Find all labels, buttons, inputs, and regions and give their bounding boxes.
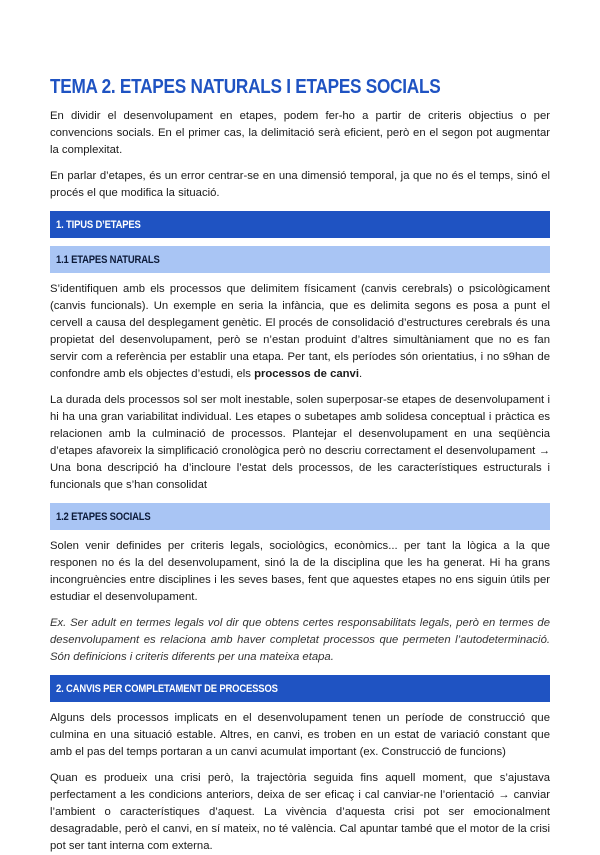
social-stages-example: Ex. Ser adult en termes legals vol dir que obtens certes responsabilitats legals, però en termes de desenvolupament es relaciona amb haver completat processos que permeten l’autodeterminació. Són definicions i criteris diferents per una mateixa etapa. xyxy=(50,617,550,663)
section-1-2-heading xyxy=(50,503,550,530)
section-1-1-heading xyxy=(50,246,550,273)
natural-stages-text-end: . xyxy=(358,368,363,380)
section-1-2-heading-text: 1.2 ETAPES SOCIALS xyxy=(56,510,151,523)
section-1-1-heading-text: 1.1 ETAPES NATURALS xyxy=(56,253,160,266)
section-1-heading xyxy=(50,211,550,238)
natural-stages-paragraph-2: La durada dels processos sol ser molt inestable, solen superposar-se etapes de desenvolupament i hi ha una gran variabilitat individual. Les etapes o subetapes amb solidesa conceptual i pràctica es relacionen amb la culminació de processos. Plantejar el desenvolupament en una seqüència d’etapes afavoreix la simplificació cronològica però no descriu correctament el desenvolupament → Una bona descripció ha d’incloure l’estat dels processos, de les característiques estructurals i funcionals que s’han consolidat xyxy=(50,394,550,491)
social-stages-paragraph: Solen venir definides per criteris legals, sociològics, econòmics... per tant la lògica a la que responen no és la del desenvolupament, sinó la de la disciplina que les ha generat. Hi ha grans incongruències entre disciplines i les seves bases, fent que aquestes etapes no ens siguin útils per estudiar el desenvolupament. xyxy=(50,540,550,603)
section-2-heading-text: 2. CANVIS PER COMPLETAMENT DE PROCESSOS xyxy=(56,682,278,695)
process-completion-paragraph-2: Quan es produeix una crisi però, la trajectòria seguida fins aquell moment, que s’ajustava perfectament a les condicions anteriors, deixa de ser eficaç i cal canviar-ne l’orientació → canviar l’ambient o característiques d’aquest. La vivència d’aquesta crisi pot ser emocionalment desagradable, però el canvi, en sí mateix, no té valència. Cal apuntar també que el motor de la crisi pot ser tant interna com externa. xyxy=(50,772,550,852)
intro-paragraph-2: En parlar d’etapes, és un error centrar-se en una dimensió temporal, ja que no és el temps, sinó el procés el que modifica la situació. xyxy=(50,170,550,199)
intro-paragraph-1: En dividir el desenvolupament en etapes, podem fer-ho a partir de criteris objectius o per convencions socials. En el primer cas, la delimitació serà eficient, però en el segon pot augmentar la complexitat. xyxy=(50,110,550,156)
section-1-heading-text: 1. TIPUS D’ETAPES xyxy=(56,218,141,231)
natural-stages-paragraph-1 xyxy=(50,281,550,383)
page-title: TEMA 2. ETAPES NATURALS I ETAPES SOCIALS xyxy=(50,76,441,98)
process-completion-paragraph-1: Alguns dels processos implicats en el desenvolupament tenen un període de construcció que culmina en una situació estable. Altres, en canvi, es troben en un estat de variació constant que amb el pas del temps portaran a un canvi acumulat important (ex. Construcció de funcions) xyxy=(50,712,550,758)
section-2-heading xyxy=(50,675,550,702)
natural-stages-text: S’identifiquen amb els processos que delimitem físicament (canvis cerebrals) o psicològicament (canvis funcionals). Un exemple en seria la infància, que es delimita segons es posa a punt el cervell a causa del desplegament genètic. El procés de consolidació d’estructures cerebrals és una propietat del desenvolupament, però se n’estan produint d’altres simultàniament que no es fan servir com a referència per establir una etapa. Per tant, els períodes són orientatius, i no s9han de confondre amb els objectes d’estudi, els xyxy=(50,283,550,380)
processos-de-canvi-bold: processos de canvi xyxy=(254,368,359,380)
